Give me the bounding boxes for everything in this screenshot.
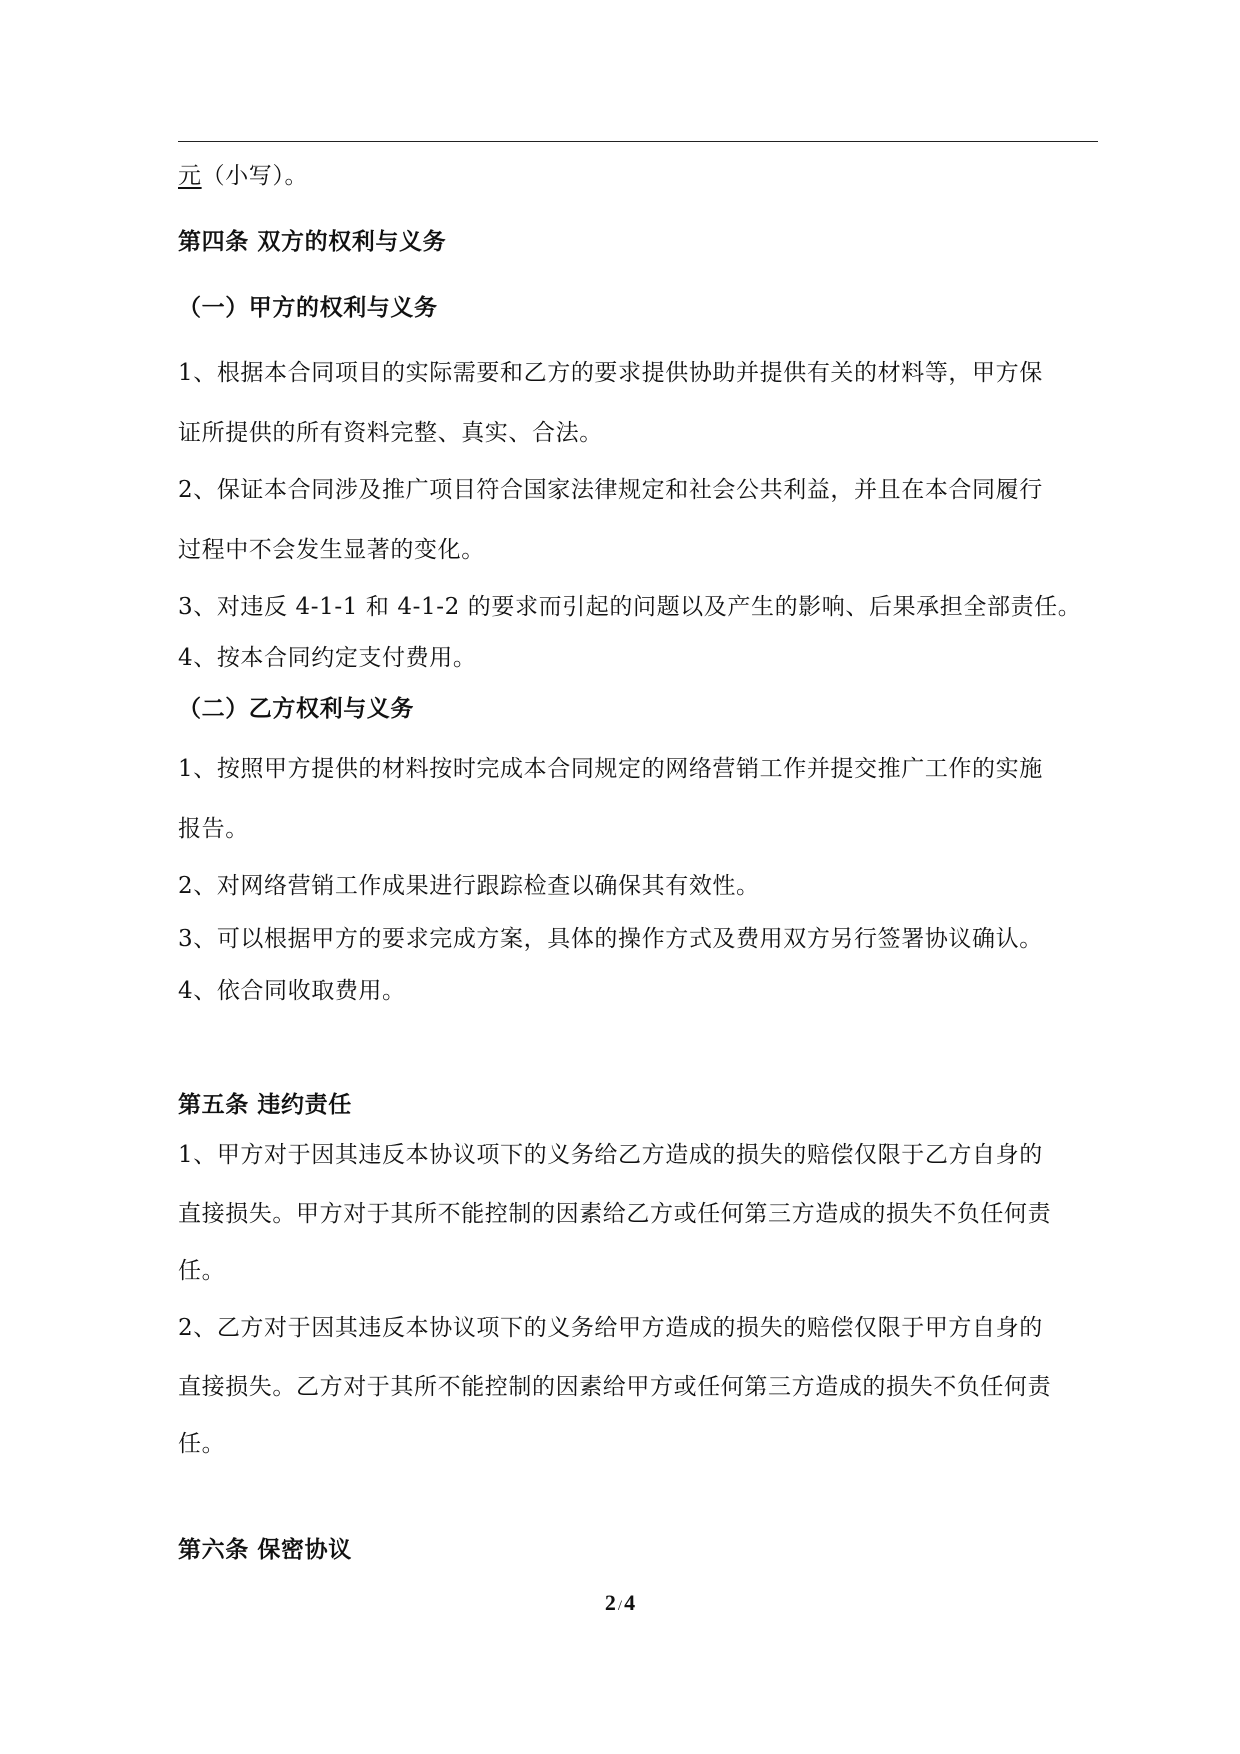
underlined-amount-unit: 元 — [178, 163, 202, 189]
party-b-line: 报告。 — [178, 816, 249, 842]
page-separator: / — [617, 1598, 623, 1614]
current-page: 2 — [604, 1590, 616, 1615]
party-a-line: 4、按本合同约定支付费用。 — [178, 645, 477, 671]
party-b-line: 2、对网络营销工作成果进行跟踪检查以确保其有效性。 — [178, 873, 760, 899]
article5-title: 第五条 违约责任 — [178, 1092, 352, 1118]
article5-line: 任。 — [178, 1258, 226, 1284]
party-a-heading: （一）甲方的权利与义务 — [178, 295, 438, 321]
party-a-line: 1、根据本合同项目的实际需要和乙方的要求提供协助并提供有关的材料等，甲方保 — [178, 360, 1043, 386]
header-rule — [178, 141, 1098, 142]
party-b-line: 4、依合同收取费用。 — [178, 978, 406, 1004]
party-a-line: 2、保证本合同涉及推广项目符合国家法律规定和社会公共利益，并且在本合同履行 — [178, 477, 1043, 503]
page-number — [0, 1590, 1240, 1616]
article5-line: 2、乙方对于因其违反本协议项下的义务给甲方造成的损失的赔偿仅限于甲方自身的 — [178, 1315, 1043, 1341]
first-line — [178, 161, 308, 191]
article5-line: 直接损失。甲方对于其所不能控制的因素给乙方或任何第三方造成的损失不负任何责 — [178, 1201, 1052, 1227]
article5-line: 直接损失。乙方对于其所不能控制的因素给甲方或任何第三方造成的损失不负任何责 — [178, 1374, 1052, 1400]
article5-line: 任。 — [178, 1431, 226, 1457]
party-b-line: 1、按照甲方提供的材料按时完成本合同规定的网络营销工作并提交推广工作的实施 — [178, 756, 1043, 782]
total-pages: 4 — [624, 1590, 636, 1615]
party-b-line: 3、可以根据甲方的要求完成方案，具体的操作方式及费用双方另行签署协议确认。 — [178, 926, 1043, 952]
party-a-line: 证所提供的所有资料完整、真实、合法。 — [178, 420, 603, 446]
first-line-rest: （小写）。 — [201, 163, 309, 189]
party-b-heading: （二）乙方权利与义务 — [178, 696, 414, 722]
party-a-line: 过程中不会发生显著的变化。 — [178, 537, 485, 563]
article6-title: 第六条 保密协议 — [178, 1537, 352, 1563]
article4-title: 第四条 双方的权利与义务 — [178, 229, 447, 255]
article5-line: 1、甲方对于因其违反本协议项下的义务给乙方造成的损失的赔偿仅限于乙方自身的 — [178, 1142, 1043, 1168]
party-a-line: 3、对违反 4-1-1 和 4-1-2 的要求而引起的问题以及产生的影响、后果承担全部责任。 — [178, 594, 1082, 620]
